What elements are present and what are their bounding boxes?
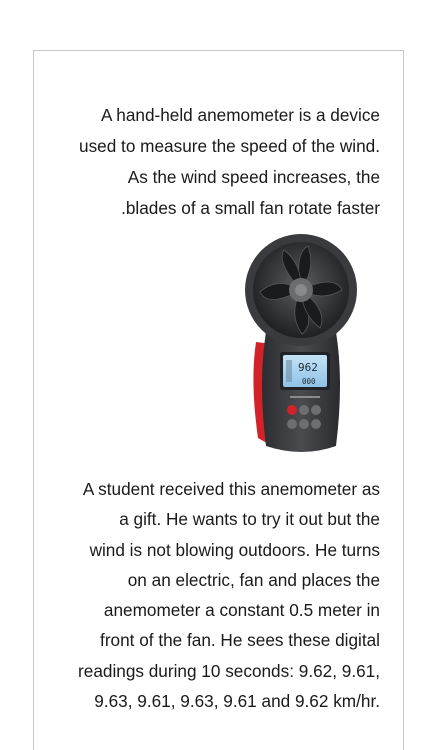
intro-line: used to measure the speed of the wind.: [79, 136, 380, 156]
lcd-main-reading: 962: [298, 361, 318, 374]
lcd-sub-reading: 000: [302, 377, 316, 386]
scenario-line: front of the fan. He sees these digital: [100, 630, 380, 651]
scenario-line: readings during 10 seconds: 9.62, 9.61,: [78, 660, 380, 681]
intro-paragraph: [79, 100, 380, 224]
scenario-line: A student received this anemometer as: [82, 479, 380, 499]
handle-body: [262, 332, 340, 452]
anemometer-image: [236, 232, 366, 458]
scenario-line: wind is not blowing outdoors. He turns: [89, 539, 380, 560]
intro-line: As the wind speed increases, the: [127, 167, 380, 187]
scenario-line: 9.63, 9.61, 9.63, 9.61 and 9.62 km/hr.: [94, 691, 380, 712]
scenario-line: on an electric, fan and places the: [127, 569, 380, 590]
scenario-paragraph: [78, 474, 380, 716]
intro-line: A hand-held anemometer is a device: [101, 105, 380, 125]
intro-line: .blades of a small fan rotate faster: [121, 198, 380, 218]
scenario-line: anemometer a constant 0.5 meter in: [103, 600, 380, 621]
scenario-line: a gift. He wants to try it out but the: [119, 509, 380, 530]
